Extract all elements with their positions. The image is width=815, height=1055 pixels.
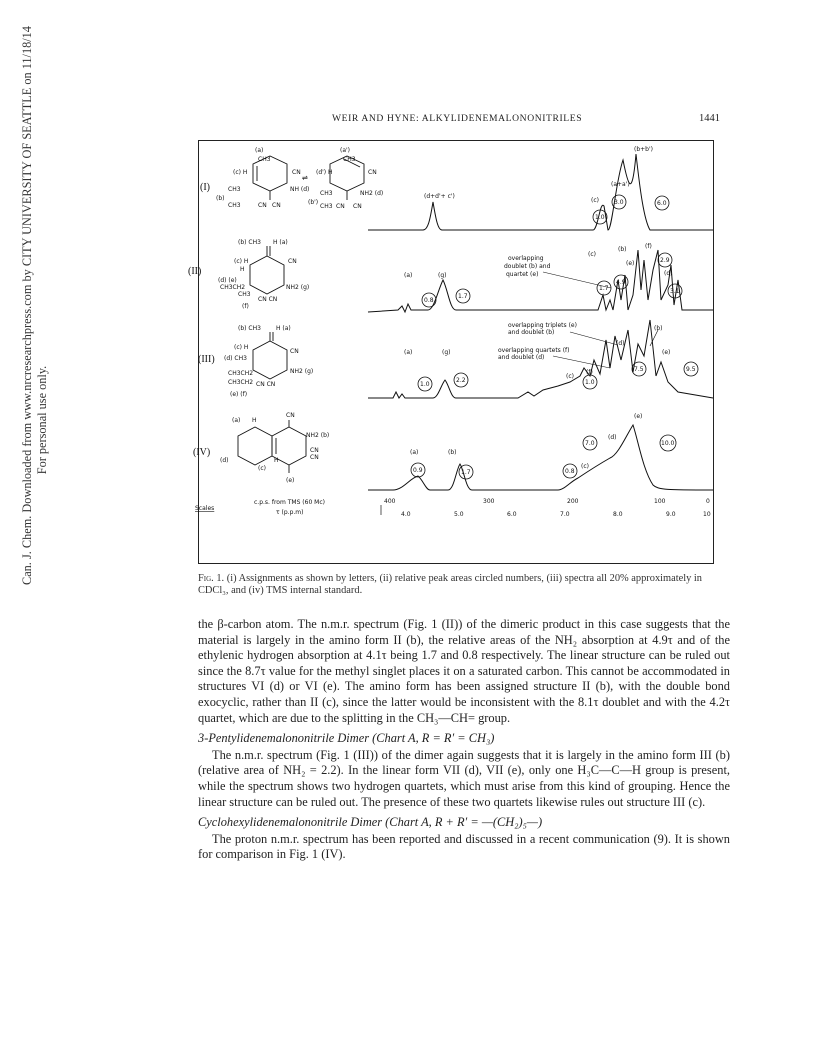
caption-text: (i) Assignments as shown by letters, (ii) relative peak areas circled numbers, (iii) spectra all 20% approximately in CDCl₃, and (iv) TMS internal standard. bbox=[198, 573, 702, 596]
svg-text:(c) H: (c) H bbox=[234, 344, 249, 351]
journal-title: WEIR AND HYNE: ALKYLIDENEMALONONITRILES bbox=[332, 113, 583, 124]
structure-III-labels bbox=[224, 325, 313, 398]
svg-text:CH3: CH3 bbox=[228, 202, 241, 209]
svg-text:(d): (d) bbox=[608, 434, 617, 441]
spectrum-2-area-values bbox=[424, 257, 680, 304]
svg-text:(a'): (a') bbox=[340, 147, 351, 154]
svg-text:CN: CN bbox=[286, 412, 295, 419]
svg-text:NH2 (b): NH2 (b) bbox=[306, 432, 330, 439]
label-III: (III) bbox=[198, 354, 215, 365]
svg-text:10.0: 10.0 bbox=[661, 440, 675, 447]
paragraph-2: The n.m.r. spectrum (Fig. 1 (III)) of the dimer again suggests that it is largely in the amino form III (b) (relative area of NH₂ = 2.2). In the linear form VII (d), VII (e), only one H₃C—C—H group is present, while the spectrum shows two hydrogen quartets, which must arise from this kind of grouping. Hence the linear structure can be ruled out. The presence of these two quartets likewise rules out structure III (c). bbox=[198, 747, 730, 809]
svg-text:CH3: CH3 bbox=[228, 186, 241, 193]
svg-text:(d) (e): (d) (e) bbox=[218, 277, 237, 284]
structure-I-labels bbox=[216, 147, 383, 210]
svg-text:CN: CN bbox=[353, 203, 362, 210]
svg-text:CH3: CH3 bbox=[258, 156, 271, 163]
svg-text:CH3: CH3 bbox=[343, 156, 356, 163]
svg-text:(b) CH3: (b) CH3 bbox=[238, 325, 261, 332]
svg-text:7.0: 7.0 bbox=[560, 511, 570, 518]
svg-text:(a): (a) bbox=[404, 349, 413, 356]
caption-prefix: Fig. 1. bbox=[198, 573, 225, 584]
svg-text:(b): (b) bbox=[654, 325, 663, 332]
svg-text:(g): (g) bbox=[442, 349, 451, 356]
svg-text:(a): (a) bbox=[404, 272, 413, 279]
svg-text:⇌: ⇌ bbox=[302, 174, 308, 182]
svg-text:(d): (d) bbox=[220, 457, 229, 464]
scales-label: Scales bbox=[195, 505, 215, 512]
svg-text:(b'): (b') bbox=[308, 199, 319, 206]
svg-text:(c): (c) bbox=[591, 197, 599, 204]
svg-text:6.0: 6.0 bbox=[657, 200, 667, 207]
label-II: (II) bbox=[188, 266, 202, 277]
download-stamp bbox=[20, 26, 50, 585]
section-heading-pentylidene: 3-Pentylidenemalononitrile Dimer (Chart A, R = R′ = CH₃) bbox=[198, 731, 495, 746]
svg-text:200: 200 bbox=[567, 498, 579, 505]
svg-text:(d') H: (d') H bbox=[316, 169, 333, 176]
svg-text:(g): (g) bbox=[438, 272, 447, 279]
svg-text:(a): (a) bbox=[232, 417, 241, 424]
svg-text:(b+b'): (b+b') bbox=[634, 146, 653, 153]
tau-label: τ (p.p.m) bbox=[276, 509, 304, 516]
scale-block bbox=[195, 499, 381, 516]
svg-text:(f): (f) bbox=[242, 303, 249, 310]
svg-text:CN: CN bbox=[288, 258, 297, 265]
structure-IV bbox=[238, 420, 306, 473]
svg-text:1.7: 1.7 bbox=[458, 293, 468, 300]
spectrum-2-labels bbox=[404, 243, 673, 279]
spectrum-4 bbox=[368, 425, 713, 490]
svg-text:CH3CH2: CH3CH2 bbox=[228, 379, 254, 386]
svg-text:1.7: 1.7 bbox=[461, 469, 471, 476]
svg-text:4.0: 4.0 bbox=[401, 511, 411, 518]
svg-text:(e): (e) bbox=[286, 477, 295, 484]
svg-text:4.9: 4.9 bbox=[616, 279, 626, 286]
svg-text:(c): (c) bbox=[581, 463, 589, 470]
svg-text:H (a): H (a) bbox=[273, 239, 288, 246]
svg-text:NH (d): NH (d) bbox=[290, 186, 310, 193]
svg-text:H: H bbox=[252, 417, 257, 424]
svg-text:CN: CN bbox=[258, 202, 267, 209]
svg-text:and doublet (b): and doublet (b) bbox=[508, 329, 555, 336]
download-stamp-line2: For personal use only. bbox=[35, 365, 49, 475]
cps-label: c.p.s. from TMS (60 Mc) bbox=[254, 499, 325, 506]
svg-text:and doublet (d): and doublet (d) bbox=[498, 354, 545, 361]
label-I: (I) bbox=[200, 182, 210, 193]
structure-II bbox=[250, 246, 284, 294]
spectrum-4-areas bbox=[411, 435, 676, 479]
svg-text:0.9: 0.9 bbox=[413, 467, 423, 474]
svg-text:(a+a'): (a+a') bbox=[611, 181, 630, 188]
svg-text:CN CN: CN CN bbox=[256, 381, 276, 388]
structure-IV-labels bbox=[220, 412, 329, 484]
cps-ticks bbox=[384, 498, 710, 505]
svg-text:(b): (b) bbox=[216, 195, 225, 202]
svg-text:CN: CN bbox=[336, 203, 345, 210]
svg-text:(e): (e) bbox=[626, 260, 635, 267]
svg-text:CN: CN bbox=[272, 202, 281, 209]
svg-text:0: 0 bbox=[706, 498, 710, 505]
svg-text:9.0: 9.0 bbox=[666, 511, 676, 518]
svg-text:1.7: 1.7 bbox=[599, 285, 609, 292]
section-heading-cyclohexylidene: Cyclohexylidenemalononitrile Dimer (Chart A, R + R′ = —(CH₂)₅—) bbox=[198, 815, 543, 830]
svg-text:(e) (f): (e) (f) bbox=[230, 391, 248, 398]
svg-text:(e): (e) bbox=[662, 349, 671, 356]
svg-text:(f): (f) bbox=[645, 243, 652, 250]
svg-text:CH3: CH3 bbox=[320, 190, 333, 197]
svg-text:(b): (b) bbox=[618, 246, 627, 253]
spectrum-3-area-values bbox=[420, 366, 696, 388]
svg-text:CH3CH2: CH3CH2 bbox=[220, 284, 246, 291]
svg-text:CN: CN bbox=[310, 454, 319, 461]
page-number: 1441 bbox=[699, 113, 720, 124]
svg-text:2.9: 2.9 bbox=[660, 257, 670, 264]
svg-text:(c) H: (c) H bbox=[234, 258, 249, 265]
svg-text:(d+d'+ c'): (d+d'+ c') bbox=[424, 193, 455, 200]
svg-text:3.1: 3.1 bbox=[670, 288, 680, 295]
nmr-figure bbox=[188, 140, 714, 565]
svg-text:CN: CN bbox=[290, 348, 299, 355]
label-IV: (IV) bbox=[193, 447, 211, 458]
svg-text:NH2 (g): NH2 (g) bbox=[290, 368, 314, 375]
svg-text:9.5: 9.5 bbox=[686, 366, 696, 373]
svg-text:400: 400 bbox=[384, 498, 396, 505]
svg-text:CN: CN bbox=[368, 169, 377, 176]
svg-text:(a): (a) bbox=[255, 147, 264, 154]
svg-text:CN CN: CN CN bbox=[258, 296, 278, 303]
figure-caption bbox=[198, 573, 728, 597]
svg-text:(c) H: (c) H bbox=[233, 169, 248, 176]
svg-text:10: 10 bbox=[703, 511, 711, 518]
svg-text:0.8: 0.8 bbox=[565, 468, 575, 475]
svg-text:CH3CH2: CH3CH2 bbox=[228, 370, 254, 377]
spectrum-4-labels bbox=[410, 413, 642, 470]
svg-text:8.0: 8.0 bbox=[613, 511, 623, 518]
svg-text:(b): (b) bbox=[448, 449, 457, 456]
svg-text:overlapping: overlapping bbox=[508, 255, 544, 262]
svg-text:(a): (a) bbox=[410, 449, 419, 456]
structure-II-labels bbox=[218, 239, 309, 310]
spectrum-1 bbox=[368, 154, 713, 230]
svg-text:CN: CN bbox=[292, 169, 301, 176]
svg-text:3.0: 3.0 bbox=[614, 199, 624, 206]
svg-text:(d) CH3: (d) CH3 bbox=[224, 355, 247, 362]
svg-text:(b) CH3: (b) CH3 bbox=[238, 239, 261, 246]
svg-text:doublet (b) and: doublet (b) and bbox=[504, 263, 551, 270]
svg-text:CH3: CH3 bbox=[320, 203, 333, 210]
paragraph-3: The proton n.m.r. spectrum has been reported and discussed in a recent communication (9). It is shown for comparison in Fig. 1 (IV). bbox=[198, 831, 730, 862]
structure-III bbox=[253, 332, 287, 379]
svg-text:(e): (e) bbox=[634, 413, 643, 420]
spectrum-4-area-values bbox=[413, 440, 675, 476]
svg-text:1.0: 1.0 bbox=[420, 381, 430, 388]
svg-text:(c): (c) bbox=[258, 465, 266, 472]
svg-text:(c): (c) bbox=[566, 373, 574, 380]
svg-text:NH2 (g): NH2 (g) bbox=[286, 284, 310, 291]
svg-text:H: H bbox=[274, 457, 279, 464]
svg-text:(f): (f) bbox=[586, 369, 593, 376]
svg-text:overlapping quartets (f): overlapping quartets (f) bbox=[498, 347, 570, 354]
svg-text:CH3: CH3 bbox=[238, 291, 251, 298]
svg-text:(d): (d) bbox=[664, 270, 673, 277]
svg-text:(c): (c) bbox=[588, 251, 596, 258]
svg-text:NH2 (d): NH2 (d) bbox=[360, 190, 384, 197]
svg-text:1.0: 1.0 bbox=[595, 214, 605, 221]
svg-text:300: 300 bbox=[483, 498, 495, 505]
download-stamp-line1: Can. J. Chem. Downloaded from www.nrcresearchpress.com by CITY UNIVERSITY OF SEATTLE on 11/18/14 bbox=[20, 26, 34, 585]
svg-text:H: H bbox=[240, 266, 245, 273]
svg-text:100: 100 bbox=[654, 498, 666, 505]
svg-text:(d): (d) bbox=[616, 340, 625, 347]
svg-text:7.0: 7.0 bbox=[585, 440, 595, 447]
nmr-figure-svg bbox=[188, 140, 714, 565]
svg-text:0.8: 0.8 bbox=[424, 297, 434, 304]
svg-text:1.0: 1.0 bbox=[585, 379, 595, 386]
svg-text:5.0: 5.0 bbox=[454, 511, 464, 518]
body-text bbox=[198, 617, 730, 863]
tau-ticks bbox=[401, 511, 711, 518]
paragraph-1: the β-carbon atom. The n.m.r. spectrum (Fig. 1 (II)) of the dimeric product in this case suggests that the material is largely in the amino form II (b), the relative areas of the NH₂ absorption at 4.9τ and of the ethylenic hydrogen absorption at 4.1τ being 1.7 and 0.8 respectively. The linear structure can be ruled out since the 8.7τ value for the methyl singlet places it on a saturated carbon. This cannot be accommodated in structures VI (d) or VI (e). The amino form has been assigned structure II (b), with the double bond exocyclic, rather than II (c), since the latter would be inconsistent with the 8.1τ doublet and with the 4.2τ quartet, which are due to the splitting in the CH₃—CH= group. bbox=[198, 617, 730, 725]
svg-text:overlapping triplets (e): overlapping triplets (e) bbox=[508, 322, 577, 329]
svg-text:2.2: 2.2 bbox=[456, 377, 466, 384]
svg-text:quartet (e): quartet (e) bbox=[506, 271, 539, 278]
svg-text:CN: CN bbox=[310, 447, 319, 454]
svg-text:7.5: 7.5 bbox=[634, 366, 644, 373]
svg-text:H (a): H (a) bbox=[276, 325, 291, 332]
svg-text:6.0: 6.0 bbox=[507, 511, 517, 518]
